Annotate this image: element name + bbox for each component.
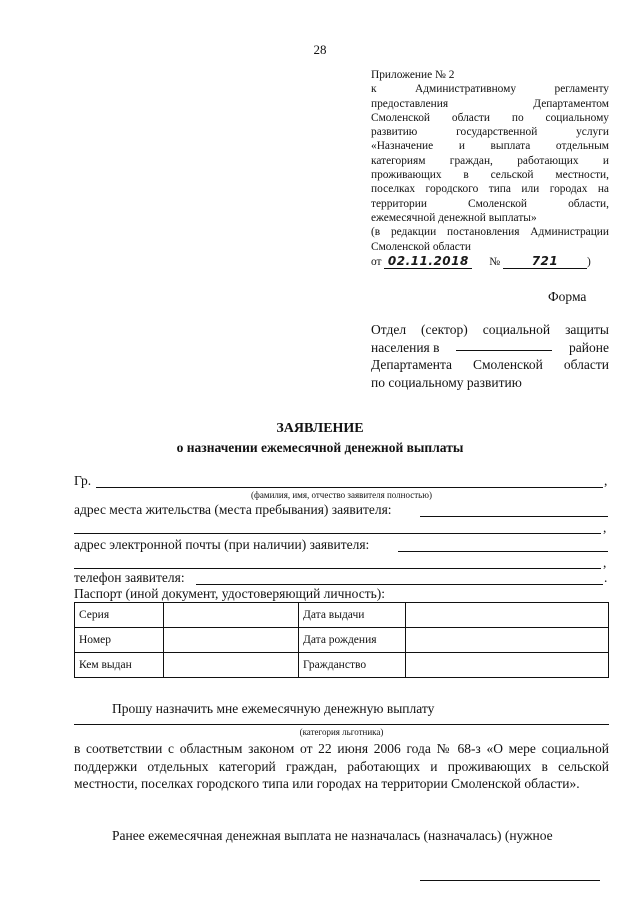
table-row	[75, 653, 609, 678]
citizenship-label: Гражданство	[299, 653, 406, 678]
appendix-line: к Административному регламенту	[371, 83, 609, 96]
appendix-block	[371, 68, 609, 269]
footer-rule	[420, 880, 600, 881]
page-number: 28	[313, 42, 327, 57]
department-block	[371, 321, 609, 391]
beneficiary-category-line[interactable]	[74, 724, 609, 725]
appendix-line: категориям граждан, работающих и	[371, 154, 609, 167]
document-subtitle: о назначении ежемесячной денежной выплаты	[176, 440, 464, 455]
email-label: адрес электронной почты (при наличии) заявителя:	[74, 537, 370, 552]
comma: ,	[603, 555, 607, 570]
previous-payment-line: Ранее ежемесячная денежная выплата не назначалась (назначалась) (нужное	[112, 828, 553, 843]
appendix-line: предоставления Департаментом	[371, 97, 609, 110]
passport-number-label: Номер	[75, 628, 164, 653]
date-prefix: от	[371, 255, 382, 268]
phone-label: телефон заявителя:	[74, 570, 185, 585]
issued-by-label: Кем выдан	[75, 653, 164, 678]
citizen-caption: (фамилия, имя, отчество заявителя полностью)	[251, 490, 432, 500]
table-row	[75, 628, 609, 653]
appendix-line: ежемесячной денежной выплаты»	[371, 211, 537, 224]
department-line2-before: населения в	[371, 339, 440, 355]
comma: ,	[603, 520, 607, 535]
appendix-line: «Назначение и выплата отдельным	[371, 140, 609, 153]
issue-date-label: Дата выдачи	[299, 603, 406, 628]
address-label: адрес места жительства (места пребывания) заявителя:	[74, 502, 392, 517]
department-line: Департамента Смоленской области	[371, 357, 609, 372]
passport-table	[74, 602, 609, 678]
passport-label: Паспорт (иной документ, удостоверяющий личность):	[74, 586, 386, 601]
birth-date-label: Дата рождения	[299, 628, 406, 653]
citizenship-value[interactable]	[406, 653, 609, 678]
period: .	[604, 570, 608, 585]
appendix-line: проживающих в сельской местности,	[371, 169, 609, 182]
address-line-2[interactable]	[74, 533, 601, 534]
appendix-line: поселках городского типа или городах на	[371, 183, 609, 196]
department-line: по социальному развитию	[371, 374, 522, 390]
citizen-name-line[interactable]	[96, 487, 603, 488]
appendix-line: территории Смоленской области,	[371, 197, 609, 210]
request-line: Прошу назначить мне ежемесячную денежную выплату	[112, 701, 435, 716]
email-line[interactable]	[398, 551, 608, 552]
department-line	[371, 339, 609, 357]
birth-date-value[interactable]	[406, 628, 609, 653]
passport-series-label: Серия	[75, 603, 164, 628]
passport-number-value[interactable]	[164, 628, 299, 653]
appendix-line: Смоленской области	[371, 240, 471, 253]
appendix-line: (в редакции постановления Администрации	[371, 226, 609, 239]
appendix-line: Приложение № 2	[371, 69, 455, 81]
appendix-line: Смоленской области по социальному	[371, 111, 609, 124]
law-reference-paragraph: в соответствии с областным законом от 22 июня 2006 года № 68-з «О мере социальной поддержки отдельных категорий граждан, работающих и проживающих в сельской местности, поселках городского типа или городах на территории Смоленской области».	[74, 741, 609, 791]
comma: ,	[604, 473, 608, 488]
department-line2-after: районе	[569, 339, 609, 355]
department-line: Отдел (сектор) социальной защиты	[371, 322, 609, 337]
document-title: ЗАЯВЛЕНИЕ	[276, 421, 364, 436]
phone-line[interactable]	[196, 584, 603, 585]
form-label: Форма	[548, 289, 587, 304]
appendix-date-line	[371, 254, 609, 269]
citizen-label: Гр.	[74, 473, 92, 488]
appendix-line: развитию государственной услуги	[371, 126, 609, 139]
issued-by-value[interactable]	[164, 653, 299, 678]
email-line-2[interactable]	[74, 568, 601, 569]
district-blank[interactable]	[456, 339, 552, 351]
number-prefix: №	[489, 255, 501, 268]
address-line[interactable]	[420, 516, 608, 517]
table-row	[75, 603, 609, 628]
closing-paren: )	[586, 255, 591, 268]
handwritten-date: 02.11.2018	[384, 254, 472, 269]
passport-series-value[interactable]	[164, 603, 299, 628]
handwritten-number: 721	[503, 254, 587, 269]
beneficiary-category-caption: (категория льготника)	[299, 727, 384, 737]
issue-date-value[interactable]	[406, 603, 609, 628]
